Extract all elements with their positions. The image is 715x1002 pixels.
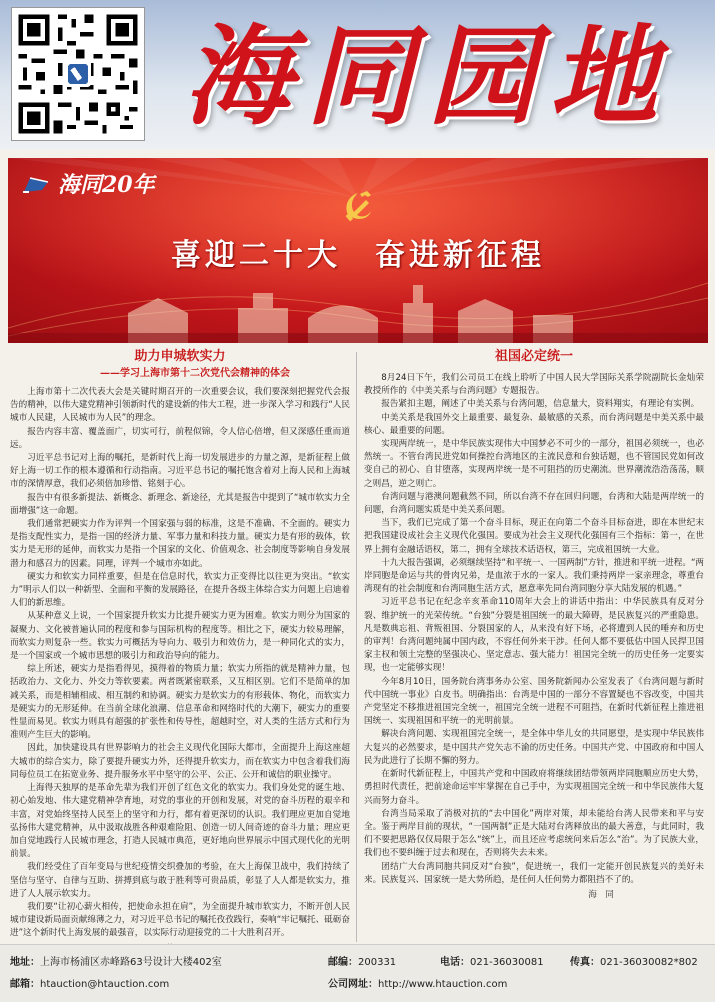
left-article-paragraph: 从某种意义上说，一个国家提升软实力比提升硬实力更为困难。软实力则分为国家的凝聚力、文化被普遍认同的程度和参与国际机构的程度等。相比之下，硬实力较易理解，而软实力则复杂一些。软实力可概括为导向力、吸引力和效仿力，是一种同化式的实力，是一个国家或一个城市思想的吸引力和政治导向的能力。 [10,611,350,662]
footer-email[interactable] [10,975,169,995]
right-article-paragraph: 当下，我们已完成了第一个奋斗目标，现正在向第二个奋斗目标奋进，即在本世纪末把我国建设成社会主义现代化强国。要成为社会主义现代化强国有三个指标：第一，在世界上拥有金融话语权，第二，拥有全球技术话语权，第三，完成祖国统一大业。 [364,518,704,555]
right-article-paragraph: 台湾当局采取了消极对抗的“去中国化”两岸对策，却未能给台湾人民带来和平与安全。鉴于两岸目前的现状，“一国两制”正是大陆对台湾释放出的最大善意，与此同时，我们不要把思路仅仅局限于怎么“统”上，而且还应考虑统问来后怎么“治”。为了民族大业，我们也不要纠缠于过去和现在，否则将失去未来。 [364,808,704,859]
column-divider [356,352,357,942]
right-article-paragraph: 十九大报告强调，必须继续坚持“和平统一、一国两制”方针，推进和平统一进程。“两岸同胞是命运与共的骨肉兄弟，是血浓于水的一家人。我们秉持两岸一家亲理念，尊重台湾现有的社会制度和台湾同胞生活方式，愿意率先同台湾同胞分享大陆发展的机遇。” [364,557,704,595]
website-label: 公司网址： [328,979,378,990]
footer-website[interactable] [328,975,507,995]
left-article-paragraph: 我们经受住了百年变局与世纪疫情交织叠加的考验，在大上海保卫战中，我们持续了坚信与坚守、自律与互助、拼搏到底与敢于胜利等可贵品质，彰显了人人都是软实力，推进了人人展示软实力。 [10,862,350,899]
left-article-paragraph: 上海得天独厚的是革命先辈为我们开创了红色文化的软实力。我们身处党的诞生地、初心始发地、伟大建党精神孕育地，对党的事业的开创和发展，对党的奋斗历程的艰辛和丰富，对党始终坚持人民至上的坚守和力行，都有着更深切的认识。我们理应更加自觉地弘扬伟大建党精神，从中汲取战胜各种艰难险阻、创造一切人间奇迹的奋斗力量；理应更加自觉地践行人民城市理念，打造人民城市典范，更好地向世界展示中国式现代化的光明前景。 [10,783,350,860]
fax-label: 传真： [570,957,600,968]
left-article-paragraph: 硬实力和软实力同样重要，但是在信息时代，软实力正变得比以往更为突出。“软实力”明示人们以一种新型、全面和平衡的发展路径，在提升各级主体综合实力问题上启迪着人们的新思维。 [10,571,350,609]
right-article-paragraph: 实现两岸统一，是中华民族实现伟大中国梦必不可少的一部分，祖国必须统一，也必然统一。不管台湾民进党如何操控台湾地区的主流民意和台独话题，也不管国民党如何改变自己的初心、自甘堕落，实现两岸统一是不可阻挡的历史潮流。世界潮流浩浩荡荡，顺之则昌，逆之则亡。 [364,439,704,489]
left-article-subtitle: ——学习上海市第十二次党代会精神的体会 [100,368,290,379]
right-article-paragraph: 在新时代新征程上，中国共产党和中国政府将继续团结带领两岸同胞顺应历史大势，勇担时代责任，把前途命运牢牢掌握在自己手中，为实现祖国完全统一和中华民族伟大复兴而努力奋斗。 [364,769,704,806]
left-article-paragraph: 我们要“让初心薪火相传，把使命永担在肩”，为全面提升城市软实力，不断开创人民城市建设新局面贡献绵薄之力，对习近平总书记的嘱托孜孜践行，奏响“牢记嘱托、砥砺奋进”这个新时代上海发展的最强音，以实际行动迎接党的二十大胜利召开。 [10,901,350,939]
footer-fax [570,953,698,973]
masthead-title: 海同园地 [183,14,672,140]
left-article [10,348,350,943]
footer [0,944,715,1002]
phone-label: 电话： [440,957,470,968]
masthead [0,0,715,150]
right-article-paragraph: 团结广大台湾同胞共同反对“台独”，促进统一，我们一定能开创民族复兴的美好未来。民族复兴、国家统一是大势所趋，是任何人任何势力都阻挡不了的。 [364,861,704,885]
phone-value: 021-36030081 [470,957,544,968]
right-article-paragraph: 习近平总书记在纪念辛亥革命110周年大会上的讲话中指出：中华民族具有反对分裂、维护统一的光荣传统。“台独”分裂是祖国统一的最大障碍，是民族复兴的严重隐患。凡是数典忘祖、背叛祖国、分裂国家的人，从来没有好下场，必将遭到人民的唾弃和历史的审判！台湾问题纯属中国内政，不容任何外来干涉。任何人都不要低估中国人民捍卫国家主权和领土完整的坚强决心、坚定意志、强大能力！祖国完全统一的历史任务一定要实现，也一定能够实现！ [364,597,704,674]
right-article-paragraph: 解决台湾问题、实现祖国完全统一，是全体中华儿女的共同愿望，是实现中华民族伟大复兴的必然要求，是中国共产党矢志不渝的历史任务。中国共产党、中国政府和中国人民为此进行了长期不懈的努力。 [364,729,704,766]
banner-tag [22,168,155,199]
party-emblem-icon [340,188,376,224]
postcode-value: 200331 [358,957,397,968]
left-article-paragraph: 报告内容丰富、覆盖面广，切实可行，前程似锦，令人信心倍增，但又深感任重而道远。 [10,426,350,450]
left-article-paragraph: 报告中有很多新提法、新概念、新理念、新途径，尤其是报告中提到了“城市软实力全面增强”这一命题。 [10,492,350,516]
right-article-paragraph: 中美关系是我国外交上最重要、最复杂、最敏感的关系，而台湾问题是中美关系中最核心、最重要的问题。 [364,412,704,436]
footer-postcode [328,953,396,973]
right-article [364,348,704,943]
address-value: 上海市杨浦区赤峰路63号设计大楼402室 [40,957,222,968]
right-article-paragraph: 台湾问题与港澳问题截然不同，所以台湾不存在回归问题，台湾和大陆是两岸统一的问题，台湾问题实质是中美关系问题。 [364,491,704,516]
footer-address [10,953,222,973]
left-article-title: 助力申城软实力 [134,349,226,364]
address-label: 地址： [10,957,40,968]
footer-phone [440,953,544,973]
skyline-decoration [8,273,708,343]
left-article-paragraph: 习近平总书记对上海的嘱托，是新时代上海一切发展进步的力量之源，是新征程上做好上海一切工作的根本遵循和行动指南。习近平总书记的嘱托饱含着对上海人民和上海城市的深情厚意，我们必须倍加珍惜、铭刻于心。 [10,453,350,490]
left-article-paragraph: 上海市第十二次代表大会是关键时期召开的一次重要会议，我们要深刻把握党代会报告的精神，以伟大建党精神引领新时代的建设新的伟大工程，进一步深入学习和践行“人民城市人民建，人民城市为人民”的理念。 [10,387,350,424]
right-article-paragraph: 报告紧扣主题，阐述了中美关系与台湾问题，信息量大，资料翔实，有理论有实例。 [381,399,700,410]
right-article-paragraph: 8月24日下午，我们公司员工在线上聆听了中国人民大学国际关系学院副院长金灿荣教授所作的《中美关系与台湾问题》专题报告。 [364,373,704,397]
banner-headline: 喜迎二十大 奋进新征程 [171,238,545,273]
qr-code-icon[interactable] [12,8,144,140]
right-article-paragraph: 今年8月10日，国务院台湾事务办公室、国务院新闻办公室发表了《台湾问题与新时代中国统一事业》白皮书。明确指出：台湾是中国的一部分不容置疑也不容改变，中国共产党坚定不移推进祖国完全统一，祖国完全统一进程不可阻挡，在新时代新征程上推进祖国统一、实现祖国和平统一的光明前景。 [364,676,704,727]
left-article-paragraph: 因此，加快建设具有世界影响力的社会主义现代化国际大都市，全面提升上海这座超大城市的综合实力，除了要提升硬实力外，还得提升软实力，而在软实力中包含着我们海同每位员工在拓宽业务、提升服务水平中坚守的公平、公正、公开和诚信的职业操守。 [10,743,350,780]
left-article-paragraph: 综上所述，硬实力是指看得见，摸得着的物质力量；软实力所指的就是精神力量，包括政治力、文化力、外交力等软要素。两者既紧密联系，又互相区别。它们不是简单的加减关系，而是相辅相成、相互制约和协调。硬实力是软实力的有形载体、物化，而软实力是硬实力的无形延伸。在当前全球化浪潮、信息革命和网络时代的大潮下，硬实力的重要性显而易见。软实力则具有超强的扩张性和传导性，超越时空，对人类的生活方式和行为准则产生巨大的影响。 [10,664,350,741]
banner-tag-text: 海同20年 [58,172,155,198]
fax-value: 021-36030082*802 [600,957,698,968]
website-link[interactable]: http://www.htauction.com [378,979,508,990]
left-article-paragraph: 我们通常把硬实力作为评判一个国家强与弱的标准，这是不准确、不全面的。硬实力是指支配性实力，是指一国的经济力量、军事力量和科技力量。硬实力是有形的载体，软实力是无形的延伸，而软实力是指一个国家的文化、价值观念、社会制度等影响自身发展潜力和感召力的因素。同理，评判一个城市亦如此。 [10,519,350,569]
banner [8,158,708,343]
right-article-title: 祖国必定统一 [494,349,573,364]
email-label: 邮箱： [10,979,40,990]
flag-icon [22,176,50,194]
right-article-signature: 海 同 [588,889,614,900]
postcode-label: 邮编： [328,957,358,968]
email-link[interactable]: htauction@htauction.com [40,979,170,990]
